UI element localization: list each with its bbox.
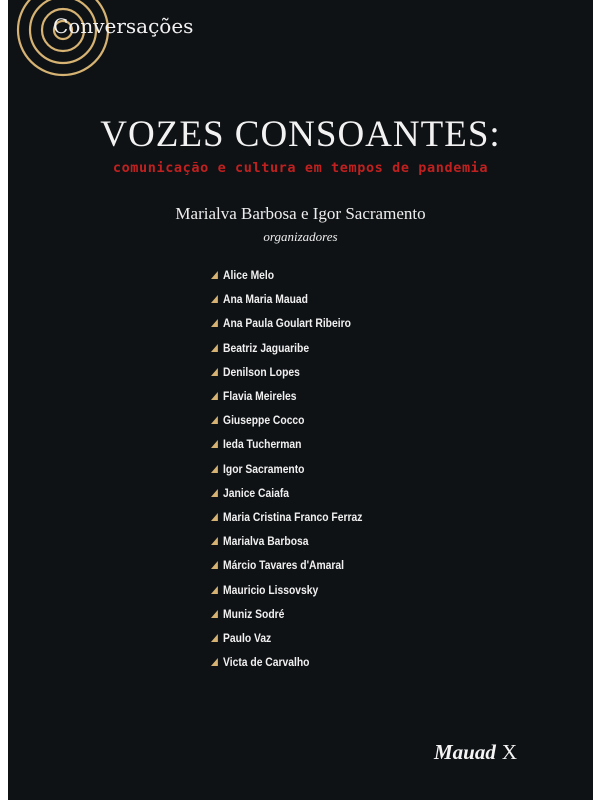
book-subtitle: comunicação e cultura em tempos de pandemia (112, 160, 489, 176)
triangle-bullet-icon (211, 489, 218, 497)
triangle-bullet-icon (211, 368, 218, 376)
author-item (211, 505, 362, 529)
author-name: Giuseppe Cocco (223, 413, 305, 428)
author-list (211, 263, 387, 674)
author-item (211, 336, 362, 360)
triangle-bullet-icon (211, 537, 218, 545)
triangle-bullet-icon (211, 295, 218, 303)
author-name: Márcio Tavares d'Amaral (223, 558, 345, 573)
author-item (211, 529, 362, 553)
author-item (211, 602, 362, 626)
author-item (211, 287, 362, 311)
author-item (211, 577, 362, 601)
author-item (211, 263, 362, 287)
triangle-bullet-icon (211, 440, 218, 448)
book-cover (8, 0, 593, 800)
author-item (211, 626, 362, 650)
editors-names: Marialva Barbosa e Igor Sacramento (175, 204, 426, 223)
triangle-bullet-icon (211, 513, 218, 521)
author-name: Igor Sacramento (223, 461, 305, 476)
author-item (211, 432, 362, 456)
triangle-bullet-icon (211, 344, 218, 352)
author-item (211, 457, 362, 481)
author-name: Maria Cristina Franco Ferraz (223, 509, 363, 524)
author-name: Victa de Carvalho (223, 655, 310, 670)
author-name: Muniz Sodré (223, 606, 285, 621)
author-item (211, 481, 362, 505)
editors-role: organizadores (263, 229, 338, 244)
triangle-bullet-icon (211, 610, 218, 618)
author-item (211, 650, 362, 674)
author-name: Ieda Tucherman (223, 437, 302, 452)
author-name: Denilson Lopes (223, 364, 300, 379)
author-name: Beatriz Jaguaribe (223, 340, 310, 355)
book-title: VOZES CONSOANTES: (100, 114, 501, 155)
author-name: Paulo Vaz (223, 630, 272, 645)
publisher-name: Mauad (434, 740, 496, 764)
author-name: Ana Paula Goulart Ribeiro (223, 316, 351, 331)
triangle-bullet-icon (211, 271, 218, 279)
publisher-mark: X (501, 740, 518, 764)
author-name: Ana Maria Mauad (223, 292, 308, 307)
author-item (211, 384, 362, 408)
author-name: Flavia Meireles (223, 389, 297, 404)
author-name: Janice Caiafa (223, 485, 290, 500)
triangle-bullet-icon (211, 561, 218, 569)
triangle-bullet-icon (211, 319, 218, 327)
triangle-bullet-icon (211, 392, 218, 400)
triangle-bullet-icon (211, 634, 218, 642)
publisher-logo (434, 740, 517, 765)
author-name: Mauricio Lissovsky (223, 582, 319, 597)
triangle-bullet-icon (211, 658, 218, 666)
author-item (211, 408, 362, 432)
author-item (211, 311, 362, 335)
author-name: Marialva Barbosa (223, 534, 309, 549)
author-item (211, 553, 362, 577)
series-name: Conversações (53, 14, 194, 38)
author-item (211, 360, 362, 384)
triangle-bullet-icon (211, 586, 218, 594)
triangle-bullet-icon (211, 416, 218, 424)
triangle-bullet-icon (211, 465, 218, 473)
author-name: Alice Melo (223, 268, 275, 283)
